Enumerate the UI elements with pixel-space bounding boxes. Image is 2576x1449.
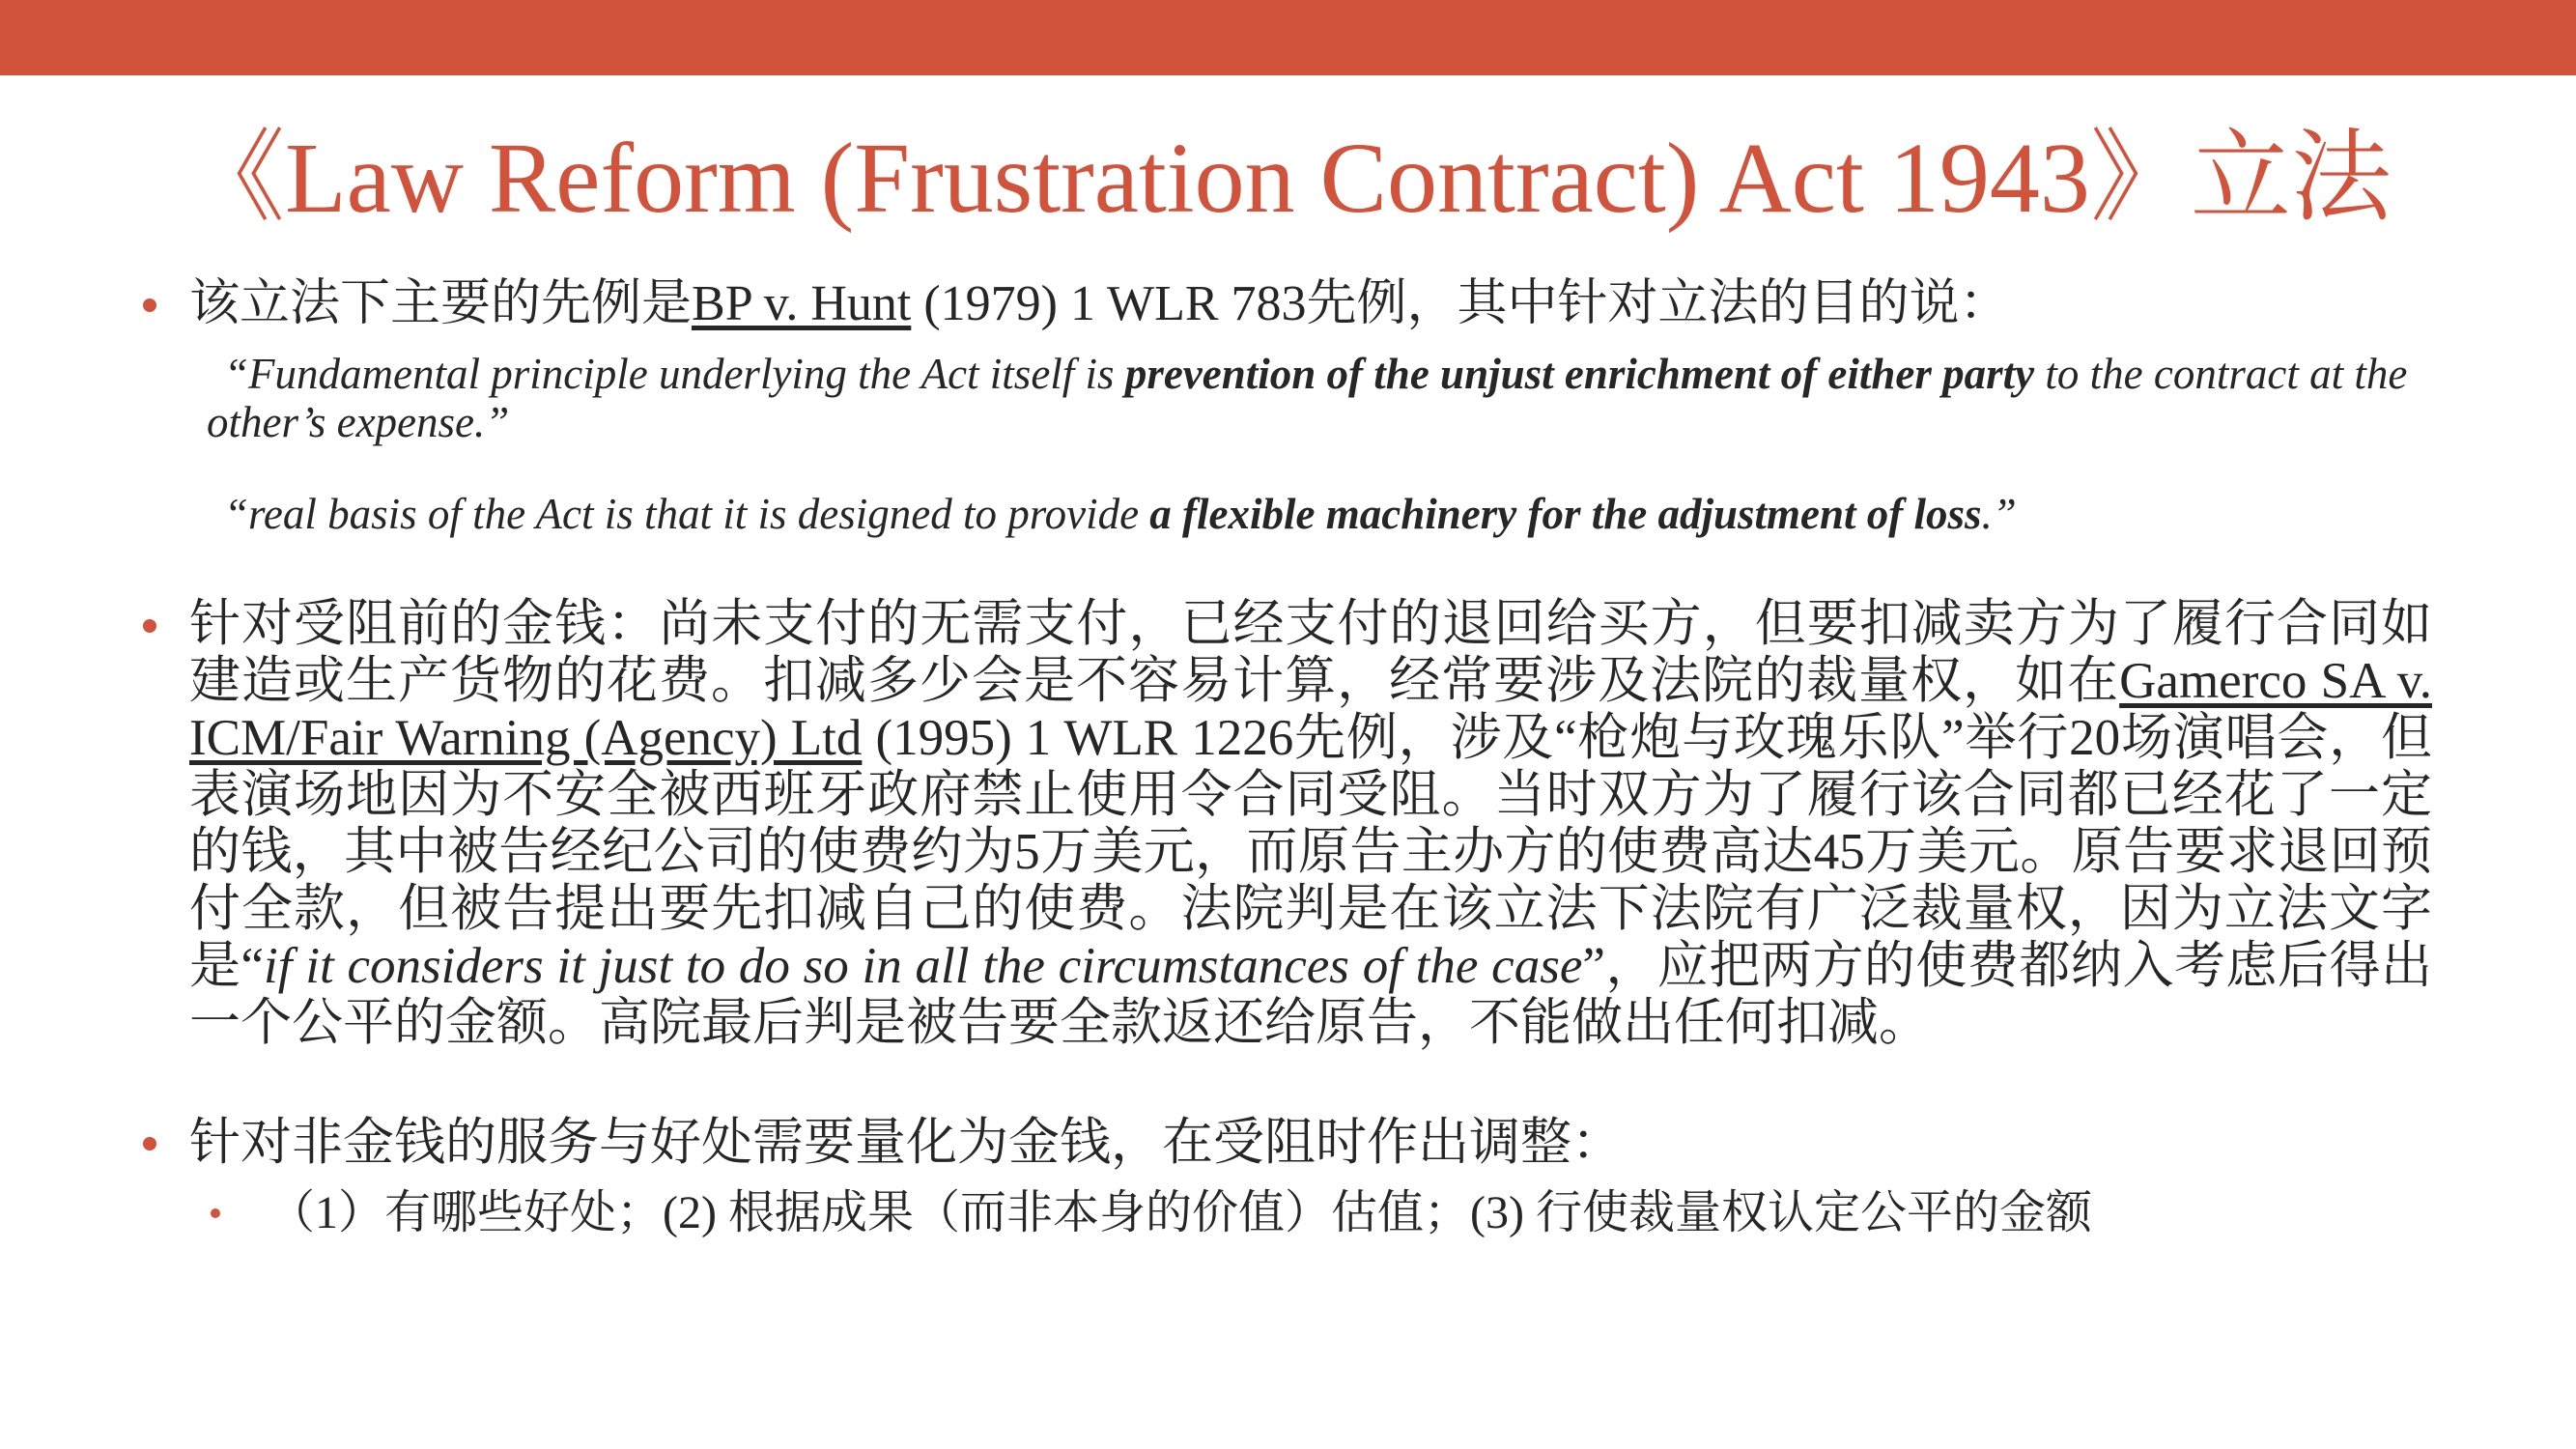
quote-2-bold: a flexible machinery for the adjustment of loss <box>1149 490 1982 538</box>
quote-1-post: to the contract at the other’s expense.” <box>207 350 2408 446</box>
quote-1-bold: prevention of the unjust enrichment of either party <box>1124 350 2035 398</box>
sub-bullet-text: （1）有哪些好处；(2) 根据成果（而非本身的价值）估值；(3) 行使裁量权认定公平的金额 <box>269 1187 2092 1238</box>
slide-title: 《Law Reform (Frustration Contract) Act 1943》立法 <box>184 123 2392 234</box>
quote-real-basis <box>207 490 2432 538</box>
slide-content <box>143 272 2432 1243</box>
bullet-3-text: 针对非金钱的服务与好处需要量化为金钱，在受阻时作出调整： <box>189 1115 1623 1171</box>
quote-2-post: .” <box>1981 490 2017 538</box>
bullet-1 <box>143 272 2432 336</box>
top-accent-bar <box>0 0 2576 75</box>
sub-bullet-dot <box>211 1208 220 1218</box>
bullet-2-pre: 针对受阻前的金钱：尚未支付的无需支付，已经支付的退回给买方，但要扣减卖方为了履行合同如建造或生产货物的花费。扣减多少会是不容易计算，经常要涉及法院的裁量权，如在 <box>189 596 2432 709</box>
quote-1-pre: “Fundamental principle underlying the Act itself is <box>224 350 1125 398</box>
case-name-gamerco: Gamerco SA v. ICM/Fair Warning (Agency) Ltd <box>189 653 2433 766</box>
bullet-dot <box>143 619 156 633</box>
bullet-2 <box>143 596 2432 1052</box>
quote-2-pre: “real basis of the Act is that it is designed to provide <box>224 490 1150 538</box>
statute-quote: if it considers it just to do so in all the circumstances of the case <box>264 938 1583 994</box>
bullet-dot <box>143 1137 156 1151</box>
case-name-bp-v-hunt: BP v. Hunt <box>692 276 912 331</box>
bullet-1-text <box>189 272 2432 336</box>
bullet-2-mid: (1995) 1 WLR 1226先例，涉及“枪炮与玫瑰乐队”举行20场演唱会，但表演场地因为不安全被西班牙政府禁止使用令合同受阻。当时双方为了履行该合同都已经花了一定的钱，其中被告经纪公司的使费约为5万美元，而原告主办方的使费高达45万美元。原告要求退回预付全款，但被告提出要先扣减自己的使费。法院判是在该立法下法院有广泛裁量权，因为立法文字是“ <box>189 710 2433 994</box>
bullet-3 <box>143 1112 2432 1174</box>
bullet-1-post: (1979) 1 WLR 783先例，其中针对立法的目的说： <box>911 276 2010 331</box>
bullet-2-text <box>189 596 2432 1052</box>
bullet-1-pre: 该立法下主要的先例是 <box>189 276 693 331</box>
sub-bullet <box>211 1183 2432 1243</box>
bullet-dot <box>143 298 156 312</box>
bullet-2-post: ”，应把两方的使费都纳入考虑后得出一个公平的金额。高院最后判是被告要全款返还给原告，不能做出任何扣减。 <box>189 938 2432 1051</box>
quote-fundamental-principle <box>207 350 2432 446</box>
